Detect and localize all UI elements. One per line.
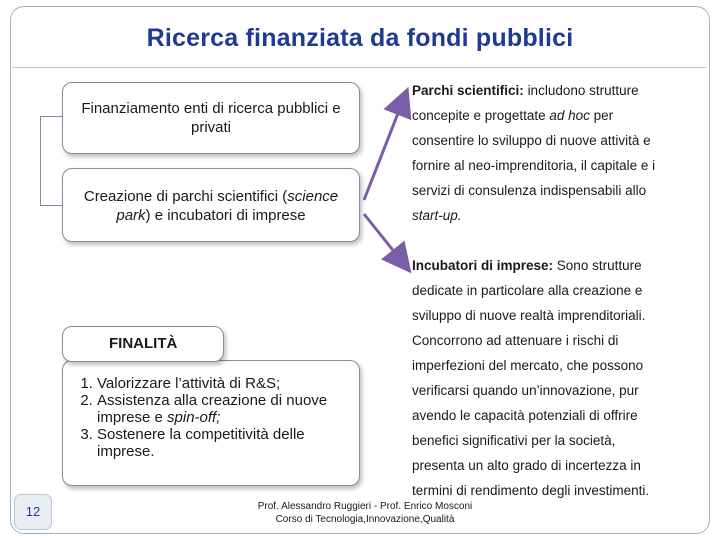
parchi-line-2-em: ad hoc [549,108,590,123]
incub-line: presenta un alto grado di incertezza in [412,458,641,473]
parchi-line-1 [412,78,708,103]
funding-text: Finanziamento enti di ricerca pubblici e privati [81,100,341,136]
parchi-line-2 [412,103,708,128]
arrow-to-parchi [364,98,404,200]
incub-line: imperfezioni del mercato, che possono [412,358,644,373]
parks-text-b: ) e incubatori di imprese [145,207,306,224]
incub-line: verificarsi quando un’innovazione, pur [412,383,639,398]
incub-line-1-text: Sono strutture [556,258,642,273]
incub-line: Concorrono ad attenuare i rischi di [412,333,619,348]
incub-heading: Incubatori di imprese: [412,258,554,273]
incub-line: benefici significativi per la società, [412,433,616,448]
incubatori-description [412,253,708,503]
finalita-label: FINALITÀ [109,335,178,352]
incub-line: avendo le capacità potenziali di offrire [412,408,638,423]
parchi-line-3: consentire lo sviluppo di nuove attività e [412,133,651,148]
parchi-line-5: servizi di consulenza indispensabili allo [412,183,647,198]
footer-course: Corso di Tecnologia,Innovazione,Qualità [275,514,455,525]
finalita-item-1: 1. Valorizzare l’attività di R&S; [97,375,359,392]
parchi-line-2-a: concepite e progettate [412,108,550,123]
parchi-line-6-em: start-up. [412,208,462,223]
parchi-line-6 [412,203,708,228]
arrow-to-incubatori [364,214,404,264]
incub-line: sviluppo di nuove realtà imprenditoriali. [412,308,646,323]
parchi-line-4: fornire al neo-imprenditoria, il capitale e i [412,158,656,173]
incub-line: dedicate in particolare alla creazione e [412,283,643,298]
finalita-item-3: 3. Sostenere la competitività delle imprese. [97,426,359,460]
finalita-item-2-em: spin-off; [167,409,221,426]
incub-line: termini di rendimento degli investimenti. [412,483,650,498]
parks-text-a: Creazione di parchi scientifici ( [83,188,288,205]
slide-title: Ricerca finanziata da fondi pubblici [146,24,574,52]
parks-text-em: science park [116,188,339,224]
footer [240,500,490,526]
parchi-line-2-b: per [589,108,614,123]
finalita-item-2-text: Assistenza alla creazione di nuove imprese e [97,392,328,426]
footer-authors: Prof. Alessandro Ruggieri - Prof. Enrico Mosconi [257,501,473,512]
parchi-description [412,78,708,228]
incub-line-1 [412,253,708,278]
parchi-heading: Parchi scientifici: [412,83,524,98]
page-number: 12 [14,494,52,530]
parchi-line-1-text: includono strutture [527,83,639,98]
